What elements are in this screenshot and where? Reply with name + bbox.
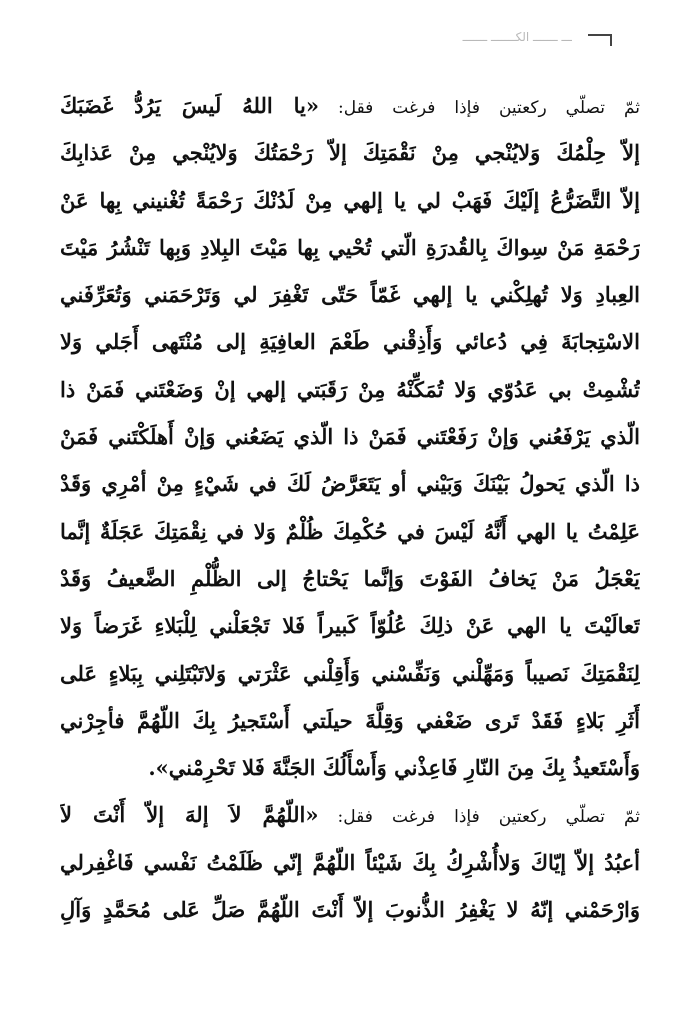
text-line: الّذي يَرْفَعُني وَإنْ رَفَعْتَني فَمَنْ ذا الّذي يَضَعُني وَإنْ أَهلَكْتَني فَمَنْ: [60, 424, 640, 450]
text-line: أَثَرِ بَلاءٍ فَقَدْ تَرى ضَعْفي وَقِلَّةَ حيلَتي أَسْتَجيرُ بِكَ اللّهُمَّ فأجِرْني: [60, 707, 640, 733]
text-line: إلاّ التَّضَرُّعُ إلَيْكَ فَهَبْ لي يا إلهي مِنْ لَدُنْكَ رَحْمَةً تُغْنيني بِها عَنْ: [60, 187, 640, 213]
running-header-mark: [588, 34, 612, 46]
text-line: يَعْجَلُ مَنْ يَخافُ الفَوْتَ وَإنَّما يَحْتاجُ إلى الظُّلْمِ الضَّعيفُ وَقَدْ: [60, 565, 640, 591]
text-line: رَحْمَةِ مَنْ سِواكَ بِالقُدرَةِ الّتي تُحْيي بِها مَيْتَ البِلادِ وَبِها تَنْشُرُ مَيْتَ: [60, 234, 640, 260]
text-line: العِبادِ وَلا تُهلِكْني يا إلهي غَمّاً حَتّى تَغْفِرَ لي وَتَرْحَمَني وَتُعَرِّفَني: [60, 282, 640, 308]
text-line: إلاّ حِلْمُكَ وَلايُنْجي مِنْ نَقْمَتِكَ إلاّ رَحْمَتُكَ وَلايُنْجي مِنْ عَذابِكَ: [60, 140, 640, 166]
text-line: [60, 82, 640, 129]
running-header: ـــ ـــــــ الكـــــــ ـــــــ: [462, 30, 572, 44]
text-line: عَلِمْتُ يا الهي أَنَّهُ لَيْسَ في حُكْمِكَ ظُلْمٌ وَلا في نِقْمَتِكَ عَجَلَةٌ إنَّما: [60, 518, 640, 544]
text-line: وَأَسْتَعيذُ بِكَ مِنَ النّارِ فَاعِذْني وَأَسْأَلُكَ الجَنَّةَ فَلا تَحْرِمْني».: [148, 755, 640, 781]
instruction-text: ثمّ تصلّي ركعتين فإذا فرغت فقل:: [318, 98, 640, 118]
text-line: تَعالَيْتَ يا الهي عَنْ ذلِكَ عُلُوّاً كَبيراً فَلا تَجْعَلْني لِلْبَلاءِ غَرَضاً وَلا: [60, 613, 640, 639]
text-line: [60, 791, 640, 838]
text-line: ذا الّذي يَحولُ بَيْنَكَ وَبَيْني أو يَتَعَرَّضُ لَكَ في شَيْءٍ مِنْ أمْرِي وَقَدْ: [60, 471, 640, 497]
supplication-text: «اللّهُمَّ لاَ إلهَ إلاّ أَنْتَ لاَ: [60, 802, 319, 828]
text-line: وَارْحَمْني إنّهُ لا يَغْفِرُ الذُّنوبَ إلاّ أَنْتَ اللّهُمَّ صَلِّ عَلى مُحَمَّدٍ وَآلِ: [60, 897, 640, 923]
prayer-text-block: [60, 82, 640, 933]
supplication-text: «يا اللهُ لَيسَ يَرُدُّ غَضَبَكَ: [60, 93, 319, 118]
text-line: تُشْمِتْ بي عَدُوّي وَلا تُمَكِّنْهُ مِنْ رَقَبَتي إلهي إنْ وَضَعْتَني فَمَنْ ذا: [60, 376, 640, 402]
instruction-text: ثمّ تصلّي ركعتين فإذا فرغت فقل:: [318, 807, 640, 828]
text-line: لِنَقْمَتِكَ نَصيباً وَمَهِّلْني وَنَفِّسْني وَأَقِلْني عَثْرَتي وَلاتَبْتَلِني بِبَلاءٍ عَلى: [60, 660, 640, 686]
text-line: أعبُدُ إلاّ إيّاكَ وَلاأُشْرِكُ بِكَ شَيْئاً اللّهُمَّ إنّي ظَلَمْتُ نَفْسي فَاغْفِرلي: [60, 849, 640, 875]
text-line: الاسْتِجابَةَ فِي دُعائي وَأَذِقْني طَعْمَ العافِيَةِ إلى مُنْتَهى أَجَلي وَلا: [60, 329, 640, 355]
